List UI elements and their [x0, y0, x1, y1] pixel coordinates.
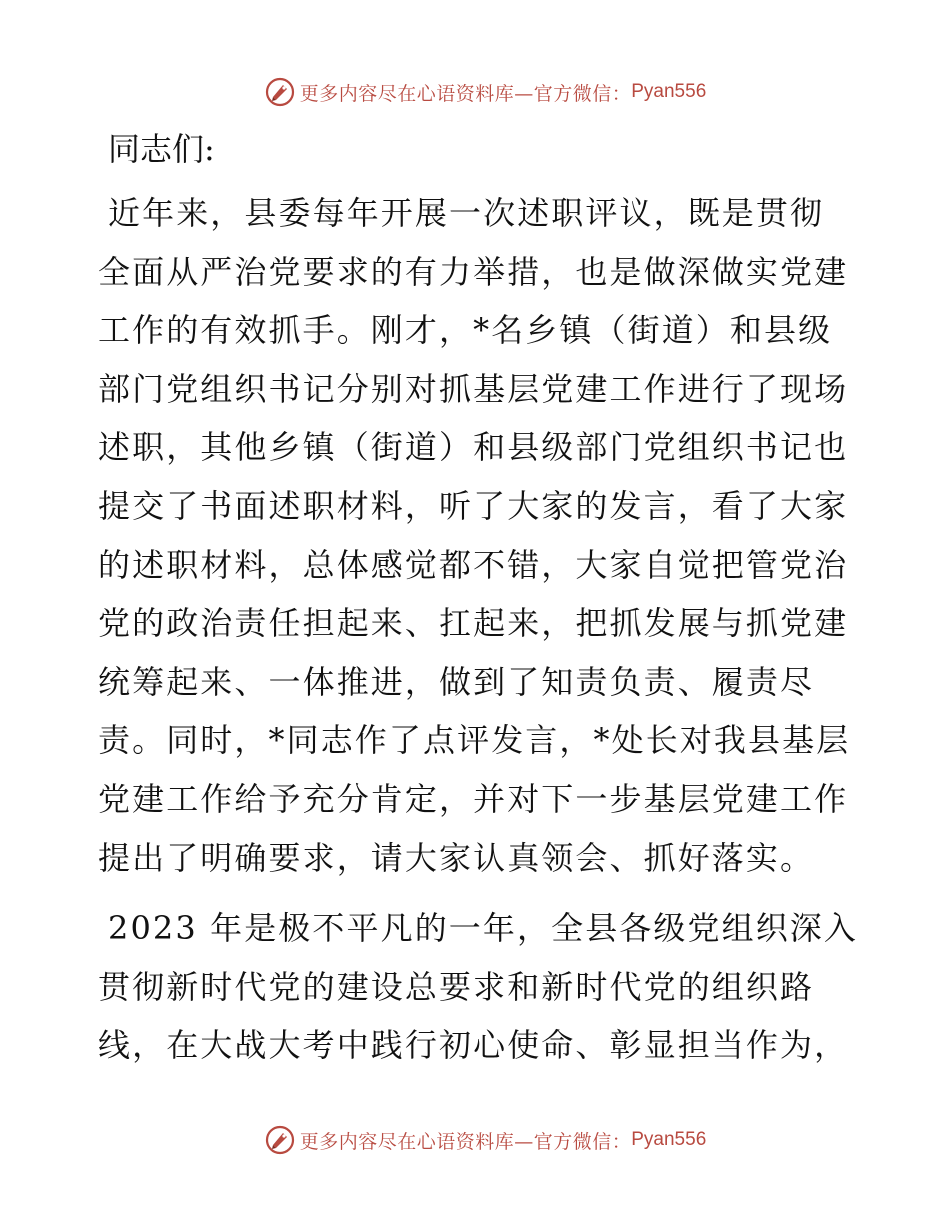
document-body: [98, 120, 858, 1087]
paragraph-1: [98, 184, 858, 887]
text-line: 述职，其他乡镇（街道）和县级部门党组织书记也: [98, 428, 849, 467]
text-line: 的述职材料，总体感觉都不错，大家自觉把管党治: [98, 545, 849, 584]
text-line: 提出了明确要求，请大家认真领会、抓好落实。: [98, 838, 815, 877]
text-line: 2023 年是极不平凡的一年，全县各级党组织深入: [108, 909, 859, 948]
text-line: 统筹起来、一体推进，做到了知责负责、履责尽: [98, 662, 815, 701]
pen-nib-logo-icon: [264, 1124, 296, 1156]
text-line: 党的政治责任担起来、扛起来，把抓发展与抓党建: [98, 604, 849, 643]
watermark-wechat-id: Pyan556: [631, 81, 707, 102]
text-line: 全面从严治党要求的有力举措，也是做深做实党建: [98, 252, 849, 291]
watermark-wechat-id: Pyan556: [631, 1129, 707, 1150]
paragraph-2: [98, 899, 858, 1075]
text-line: 线，在大战大考中践行初心使命、彰显担当作为，: [98, 1026, 849, 1065]
header-watermark: [0, 72, 950, 112]
text-line: 提交了书面述职材料，听了大家的发言，看了大家: [98, 486, 849, 525]
text-line: 责。同时，*同志作了点评发言，*处长对我县基层: [98, 721, 851, 760]
text-line: 党建工作给予充分肯定，并对下一步基层党建工作: [98, 779, 849, 818]
pen-nib-logo-icon: [264, 76, 296, 108]
watermark-text: 更多内容尽在心语资料库—官方微信：: [299, 82, 632, 105]
footer-watermark: [0, 1120, 950, 1160]
salutation: 同志们:: [108, 130, 215, 168]
text-line: 近年来，县委每年开展一次述职评议，既是贯彻: [108, 194, 825, 232]
text-line: 贯彻新时代党的建设总要求和新时代党的组织路: [98, 967, 815, 1006]
text-line: 部门党组织书记分别对抓基层党建工作进行了现场: [98, 369, 849, 408]
watermark-text: 更多内容尽在心语资料库—官方微信：: [299, 1130, 632, 1153]
text-line: 工作的有效抓手。刚才，*名乡镇（街道）和县级: [98, 311, 833, 350]
